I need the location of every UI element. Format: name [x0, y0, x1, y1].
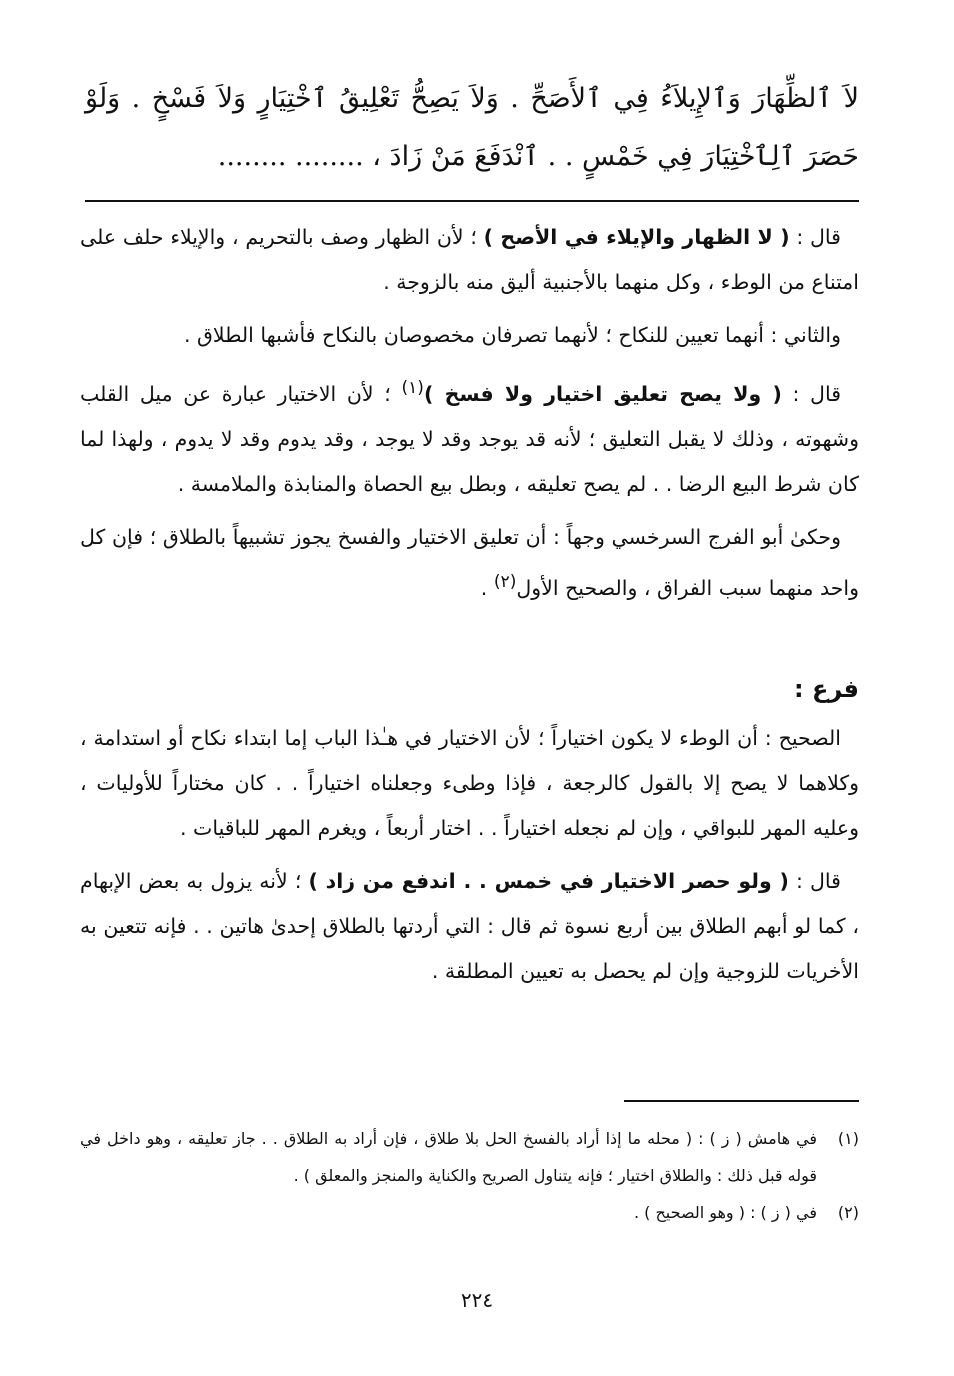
section-heading: فرع : [794, 674, 859, 703]
footnote-divider [624, 1100, 859, 1102]
footnote-number: (٢) [837, 1203, 859, 1222]
quoted-matn: ( ولو حصر الاختيار في خمس . . اندفع من زاد ) [308, 868, 789, 893]
quoted-matn: ( ولا يصح تعليق اختيار ولا فسخ ) [423, 381, 782, 406]
footnote-ref-2[interactable]: (٢) [493, 571, 517, 592]
footnote-text: في هامش ( ز ) : ( محله ما إذا أراد بالفسخ الحل بلا طلاق ، فإن أراد به الطلاق . . جاز تعليقه ، وهو داخل في قوله قبل ذلك : والطلاق اختيار ؛ فإنه يتناول الصريح والكناية والمنجز والمعلق ) . [80, 1129, 817, 1185]
main-text: لاَ ٱلظِّهَارَ وَٱلإِيلاَءُ فِي ٱلأَصَحِّ . وَلاَ يَصِحُّ تَعْلِيقُ ٱخْتِيَارٍ وَلاَ فَسْخٍ . وَلَوْ حَصَرَ ٱلِٱخْتِيَارَ فِي خَمْسٍ . . ٱنْدَفَعَ مَنْ زَادَ ، [85, 83, 859, 172]
footnote-ref-1[interactable]: (١) [401, 378, 424, 398]
footnote-number: (١) [837, 1129, 859, 1148]
main-text-block [85, 70, 859, 186]
commentary-paragraph-2: والثاني : أنهما تعيين للنكاح ؛ لأنهما تصرفان مخصوصان بالنكاح فأشبها الطلاق . [183, 323, 841, 347]
commentary-paragraph-3: قال : ( ولا يصح تعليق اختيار ولا فسخ )$^{(١)}$ ؛ لأن الاختيار عبارة عن ميل القلب وشهوته ، وذلك لا يقبل التعليق ؛ لأنه قد يوجد وقد لا يوجد ، وقد يدوم وقد لا يدوم ، ولهذا لما كان شرط البيع الرضا . . لم يصح تعليقه ، وبطل بيع الحصاة والمنابذة والملامسة . [80, 378, 859, 496]
quoted-matn: ( لا الظهار والإيلاء في الأصح ) [483, 225, 790, 249]
footnote-text: في ( ز ) : ( وهو الصحيح ) . [633, 1203, 817, 1222]
footnote-2 [80, 1194, 859, 1231]
page-number: ٢٢٤ [460, 1288, 494, 1312]
commentary-block [80, 215, 859, 1002]
commentary-paragraph-1: قال : ( لا الظهار والإيلاء في الأصح ) ؛ لأن الظهار وصف بالتحريم ، والإيلاء حلف على امتناع من الوطء ، وكل منهما بالأجنبية أليق منه بالزوجة . [80, 225, 859, 294]
commentary-paragraph-6: قال : ( ولو حصر الاختيار في خمس . . اندفع من زاد ) ؛ لأنه يزول به بعض الإبهام ، كما لو أبهم الطلاق بين أربع نسوة ثم قال : التي أردتها بالطلاق إحدىٰ هاتين . . فإنه تتعين به الأخريات للزوجية وإن لم يحصل به تعيين المطلقة . [80, 868, 859, 983]
footnote-1 [80, 1120, 859, 1194]
commentary-paragraph-4: وحكىٰ أبو الفرج السرخسي وجهاً : أن تعليق الاختيار والفسخ يجوز تشبيهاً بالطلاق ؛ فإن كل واحد منهما سبب الفراق ، والصحيح الأول$^{(٢)}$ . [80, 524, 859, 600]
ellipsis-dots: ........ ........ [217, 141, 364, 172]
commentary-paragraph-5: الصحيح : أن الوطء لا يكون اختياراً ؛ لأن الاختيار في هـٰذا الباب إما ابتداء نكاح أو استدامة ، وكلاهما لا يصح إلا بالقول كالرجعة ، فإذا وطىء وجعلناه اختياراً . . كان مختاراً للأوليات ، وعليه المهر للبواقي ، وإن لم نجعله اختياراً . . اختار أربعاً ، ويغرم المهر للباقيات . [80, 725, 859, 840]
footnotes [80, 1120, 859, 1231]
divider-line [85, 200, 859, 202]
